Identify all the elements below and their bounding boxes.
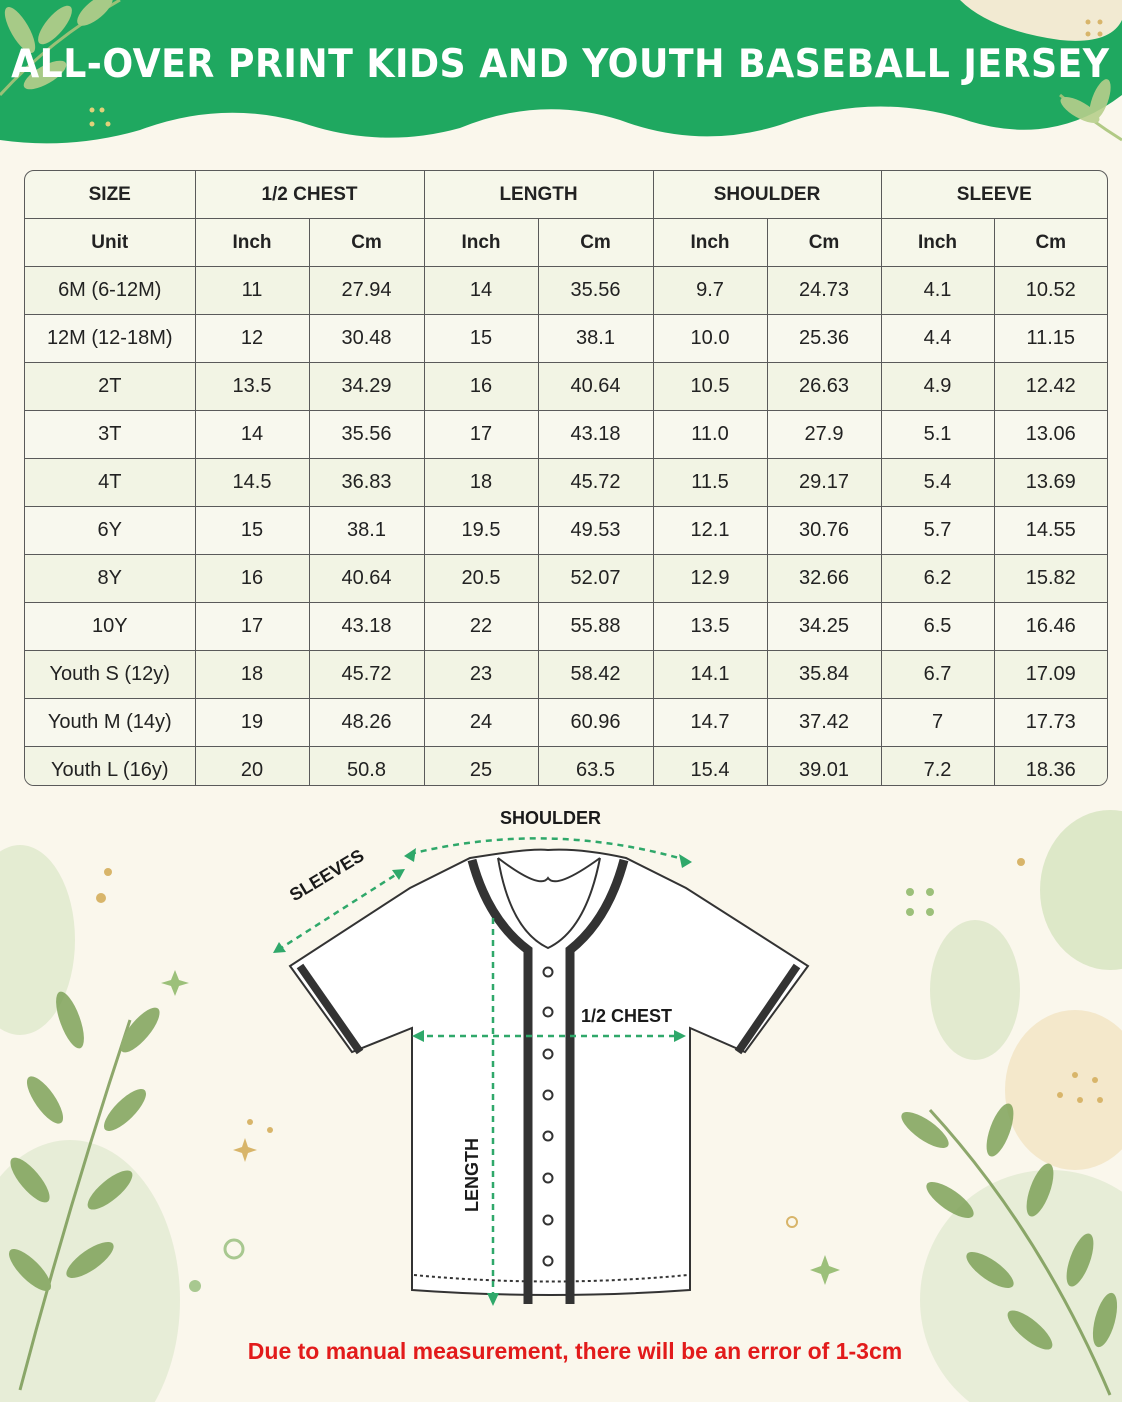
measurement-cell: 4.1 [881, 267, 994, 315]
measurement-disclaimer: Due to manual measurement, there will be an error of 1-3cm [247, 1338, 903, 1364]
unit-cell: Cm [767, 219, 881, 267]
measurement-cell: 15 [195, 507, 309, 555]
measurement-cell: 13.5 [195, 363, 309, 411]
measurement-cell: 11.5 [653, 459, 767, 507]
size-cell: 4T [25, 459, 195, 507]
table-row [25, 363, 1107, 411]
measurement-cell: 14.5 [195, 459, 309, 507]
measurement-cell: 34.29 [309, 363, 424, 411]
size-cell: Youth S (12y) [25, 651, 195, 699]
measurement-cell: 10.5 [653, 363, 767, 411]
measurement-cell: 24 [424, 699, 538, 747]
table-row [25, 459, 1107, 507]
measurement-cell: 34.25 [767, 603, 881, 651]
measurement-cell: 6.5 [881, 603, 994, 651]
measurement-cell: 30.48 [309, 315, 424, 363]
measurement-cell: 43.18 [538, 411, 653, 459]
measurement-cell: 40.64 [538, 363, 653, 411]
header-size: SIZE [25, 171, 195, 219]
measurement-cell: 14 [424, 267, 538, 315]
measurement-cell: 14.7 [653, 699, 767, 747]
measurement-cell: 4.4 [881, 315, 994, 363]
measurement-cell: 14.55 [994, 507, 1107, 555]
measurement-cell: 32.66 [767, 555, 881, 603]
measurement-cell: 15.4 [653, 747, 767, 787]
measurement-cell: 10.52 [994, 267, 1107, 315]
measurement-cell: 11 [195, 267, 309, 315]
measurement-cell: 16 [424, 363, 538, 411]
measurement-cell: 35.56 [309, 411, 424, 459]
measurement-cell: 27.94 [309, 267, 424, 315]
table-row [25, 747, 1107, 787]
measurement-cell: 45.72 [538, 459, 653, 507]
measurement-cell: 58.42 [538, 651, 653, 699]
measurement-cell: 18.36 [994, 747, 1107, 787]
measurement-cell: 17.73 [994, 699, 1107, 747]
measurement-cell: 39.01 [767, 747, 881, 787]
measurement-cell: 16.46 [994, 603, 1107, 651]
measurement-cell: 13.5 [653, 603, 767, 651]
measurement-cell: 9.7 [653, 267, 767, 315]
measurement-cell: 19 [195, 699, 309, 747]
unit-cell: Cm [994, 219, 1107, 267]
measurement-cell: 13.06 [994, 411, 1107, 459]
measurement-cell: 12 [195, 315, 309, 363]
measurement-cell: 27.9 [767, 411, 881, 459]
measurement-cell: 12.42 [994, 363, 1107, 411]
measurement-cell: 35.84 [767, 651, 881, 699]
table-row [25, 603, 1107, 651]
unit-cell: Cm [538, 219, 653, 267]
unit-header-row [25, 219, 1107, 267]
length-label: LENGTH [462, 1138, 482, 1212]
unit-label: Unit [25, 219, 195, 267]
header-sleeve: SLEEVE [881, 171, 1107, 219]
measurement-cell: 52.07 [538, 555, 653, 603]
measurement-cell: 11.0 [653, 411, 767, 459]
measurement-cell: 25 [424, 747, 538, 787]
measurement-cell: 55.88 [538, 603, 653, 651]
measurement-cell: 48.26 [309, 699, 424, 747]
measurement-cell: 7 [881, 699, 994, 747]
header-shoulder: SHOULDER [653, 171, 881, 219]
measurement-cell: 7.2 [881, 747, 994, 787]
measurement-cell: 6.7 [881, 651, 994, 699]
measurement-cell: 10.0 [653, 315, 767, 363]
unit-cell: Cm [309, 219, 424, 267]
measurement-cell: 13.69 [994, 459, 1107, 507]
size-cell: 6M (6-12M) [25, 267, 195, 315]
table-row [25, 315, 1107, 363]
measurement-cell: 14.1 [653, 651, 767, 699]
measurement-cell: 19.5 [424, 507, 538, 555]
size-cell: 3T [25, 411, 195, 459]
measurement-cell: 17.09 [994, 651, 1107, 699]
measurement-cell: 36.83 [309, 459, 424, 507]
size-cell: Youth M (14y) [25, 699, 195, 747]
measurement-cell: 40.64 [309, 555, 424, 603]
measurement-cell: 5.4 [881, 459, 994, 507]
measurement-cell: 23 [424, 651, 538, 699]
size-cell: 10Y [25, 603, 195, 651]
measurement-cell: 25.36 [767, 315, 881, 363]
measurement-cell: 17 [195, 603, 309, 651]
page-title: ALL-OVER PRINT KIDS AND YOUTH BASEBALL JERSEY [11, 42, 1110, 87]
measurement-cell: 12.1 [653, 507, 767, 555]
table-row [25, 651, 1107, 699]
measurement-cell: 49.53 [538, 507, 653, 555]
header-banner [0, 0, 1122, 150]
measurement-cell: 60.96 [538, 699, 653, 747]
measurement-cell: 18 [424, 459, 538, 507]
size-chart-table [24, 170, 1108, 786]
unit-cell: Inch [653, 219, 767, 267]
measurement-cell: 38.1 [538, 315, 653, 363]
measurement-cell: 63.5 [538, 747, 653, 787]
measurement-cell: 29.17 [767, 459, 881, 507]
measurement-cell: 50.8 [309, 747, 424, 787]
measurement-cell: 15 [424, 315, 538, 363]
header-chest: 1/2 CHEST [195, 171, 424, 219]
measurement-cell: 14 [195, 411, 309, 459]
measurement-cell: 18 [195, 651, 309, 699]
measurement-cell: 22 [424, 603, 538, 651]
table-row [25, 267, 1107, 315]
measurement-cell: 26.63 [767, 363, 881, 411]
table-row [25, 699, 1107, 747]
measurement-cell: 6.2 [881, 555, 994, 603]
measurement-cell: 35.56 [538, 267, 653, 315]
measurement-cell: 4.9 [881, 363, 994, 411]
measurement-cell: 12.9 [653, 555, 767, 603]
sleeves-label: SLEEVES [286, 845, 368, 906]
size-cell: 8Y [25, 555, 195, 603]
measurement-cell: 38.1 [309, 507, 424, 555]
measurement-cell: 30.76 [767, 507, 881, 555]
size-cell: 6Y [25, 507, 195, 555]
measurement-cell: 24.73 [767, 267, 881, 315]
measurement-cell: 16 [195, 555, 309, 603]
unit-cell: Inch [881, 219, 994, 267]
table-row [25, 555, 1107, 603]
measurement-cell: 11.15 [994, 315, 1107, 363]
shoulder-label: SHOULDER [500, 808, 602, 828]
measurement-cell: 5.7 [881, 507, 994, 555]
measurement-cell: 17 [424, 411, 538, 459]
measurement-cell: 45.72 [309, 651, 424, 699]
size-cell: 2T [25, 363, 195, 411]
chest-label: 1/2 CHEST [581, 1006, 673, 1026]
measurement-cell: 15.82 [994, 555, 1107, 603]
size-cell: Youth L (16y) [25, 747, 195, 787]
header-length: LENGTH [424, 171, 653, 219]
jersey-measurement-diagram [0, 790, 1122, 1330]
measurement-cell: 5.1 [881, 411, 994, 459]
jersey-illustration [0, 790, 1122, 1330]
table-row [25, 411, 1107, 459]
group-header-row [25, 171, 1107, 219]
unit-cell: Inch [195, 219, 309, 267]
size-cell: 12M (12-18M) [25, 315, 195, 363]
measurement-cell: 20.5 [424, 555, 538, 603]
unit-cell: Inch [424, 219, 538, 267]
jersey-outline [290, 850, 808, 1295]
table-row [25, 507, 1107, 555]
measurement-cell: 20 [195, 747, 309, 787]
measurement-cell: 37.42 [767, 699, 881, 747]
measurement-cell: 43.18 [309, 603, 424, 651]
